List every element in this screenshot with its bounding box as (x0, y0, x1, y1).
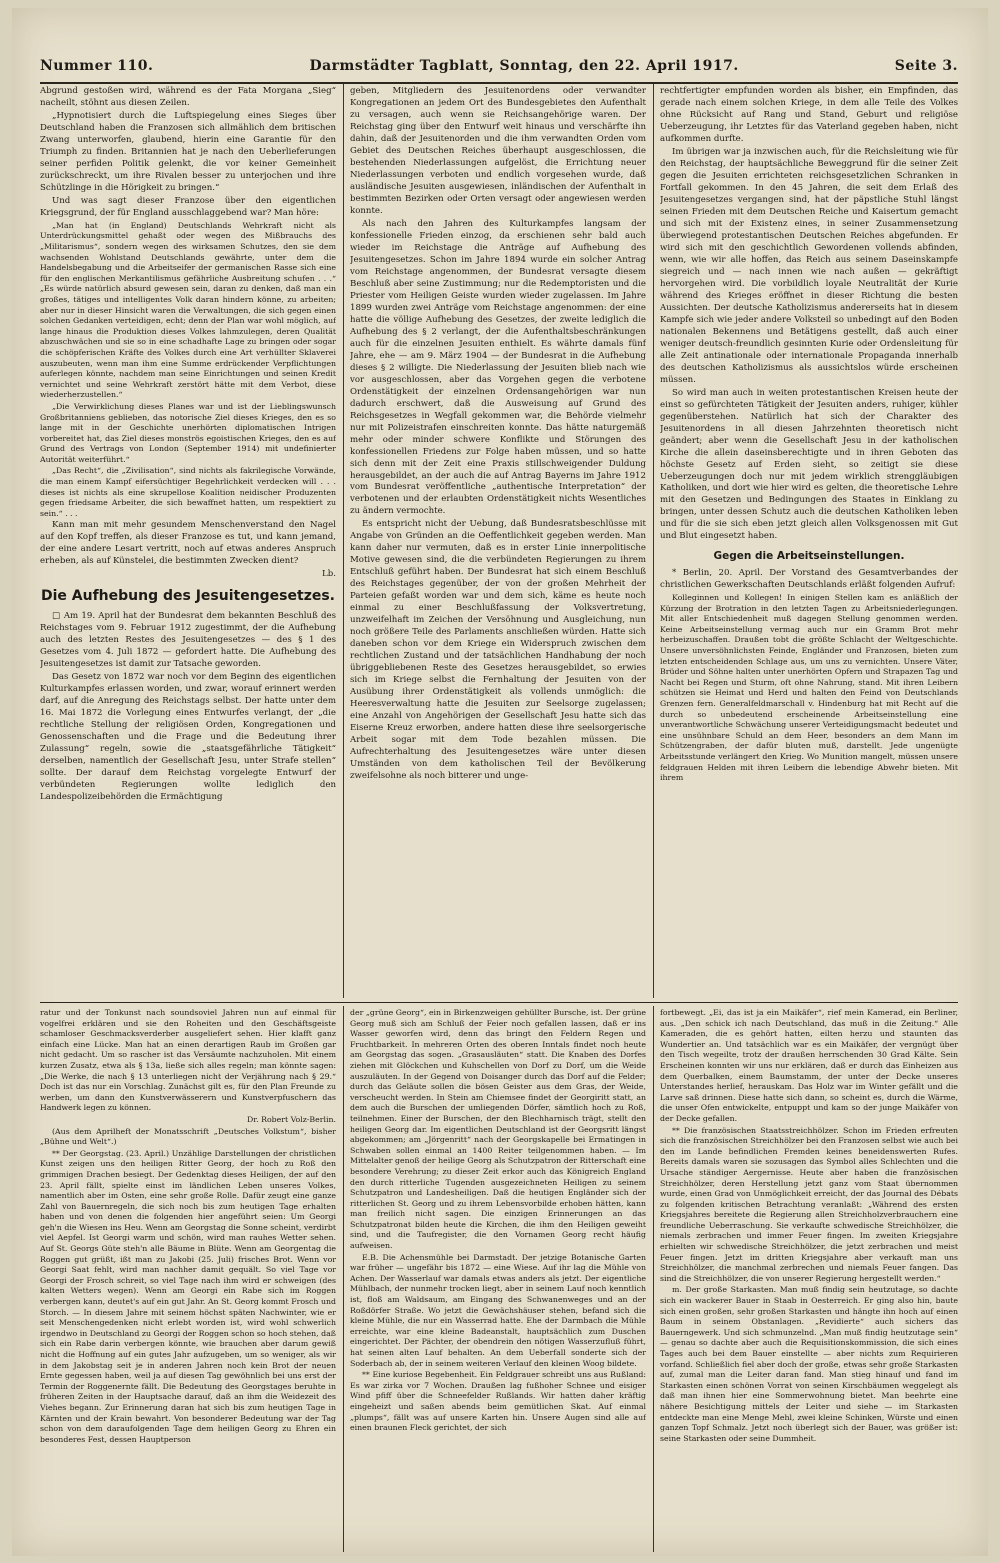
article-headline: Gegen die Arbeitseinstellungen. (713, 550, 905, 563)
paragraph: Das Gesetz von 1872 war noch vor dem Beginn des eigentlichen Kulturkampfes erlassen worden, und zwar, worauf erinnert werden darf, auf die Anregung des Reichstags selbst. Der hatte unter dem 16. Mai 1872 die Vorlegung eines Entwurfes verlangt, der „die rechtliche Stellung der religiösen Orden, Kongregationen und Genossenschaften und die Frage und die Bedeutung ihrer Zulassung“ regeln, sowie die „staatsgefährliche Tätigkeit“ derselben, namentlich der Gesellschaft Jesu, unter Strafe stellen“ sollte. Der darauf dem Reichstag vorgelegte Entwurf der verbündeten Regierungen wollte lediglich den Landespolizeibehörden die Ermächtigung (40, 671, 336, 802)
newspaper-title-date: Darmstädter Tagblatt, Sonntag, den 22. April 1917. (309, 58, 739, 74)
column-1 (40, 86, 336, 998)
section-divider (40, 1002, 958, 1003)
paragraph: Es entspricht nicht der Uebung, daß Bundesratsbeschlüsse mit Angabe von Gründen an die Oeffentlichkeit gegeben werden. Man kann daher nur vermuten, daß es in erster Linie innerpolitische Motive gewesen sind, die die verbündeten Regierungen zu ihrem Entschluß geführt haben. Der Bundesrat hat sich einem Beschluß des Reichstages gegenüber, der von der großen Mehrheit der Parteien gefaßt worden war und dem sich, käme es heute noch einmal zu einer Beschlußfassung der Volksvertretung, unzweifelhaft im Zeichen der Versöhnung und Ausgleichung, nun noch größere Teile des Parlaments anschließen würden. Hatte sich daneben schon vor dem Kriege ein Widerspruch zwischen dem rechtlichen Zustand und der tatsächlichen Handhabung der noch übriggebliebenen Reste des Gesetzes herausgebildet, so erwies sich im Kriege selbst die Fernhaltung der Jesuiten von der Ausübung ihrer Ordenstätigkeit als vollends unmöglich: die Heeresverwaltung hatte die Jesuiten zur Seelsorge zugelassen; eine Anzahl von Angehörigen der Gesellschaft Jesu hatte sich das Eiserne Kreuz erworben, andere hatten diese ihre seelsorgerische Arbeit sogar mit dem Tode bezahlen müssen. Die Aufrechterhaltung des Jesuitengesetzes wäre unter diesen Umständen von dem katholischen Teil der Bevölkerung zweifelsohne als noch bitterer und unge- (350, 519, 646, 782)
article-continuation: Abgrund gestoßen wird, während es der Fata Morgana „Sieg“ nacheilt, stöhnt aus diesen Zeilen. (40, 86, 336, 108)
bottom-column-2 (350, 1008, 646, 1550)
column-2 (350, 86, 646, 998)
bottom-column-1 (40, 1008, 336, 1550)
column-divider (653, 1006, 654, 1552)
author-signature: Dr. Robert Volz-Berlin. (247, 1114, 336, 1124)
column-divider (343, 84, 344, 998)
paragraph: „Hypnotisiert durch die Luftspiegelung eines Sieges über Deutschland haben die Franzosen sich allmählich dem britischen Zwang unterworfen, glaubend, hierin eine Garantie für den Triumph zu finden. Britannien hat je nach den Ueberlieferungen seiner perfiden Politik gelenkt, die vor keiner Gemeinheit zurückschreckt, um ihre Rivalen besser zu unterjochen und ihre Schützlinge in die Hörigkeit zu bringen.“ (40, 110, 336, 193)
quotation: „Das Recht“, die „Zivilisation“, sind nichts als fakrilegische Vorwände, die man einem Kampf eifersüchtiger Begehrlichkeit verdecken will . . . dieses ist nichts als eine skrupellose Koalition neidischer Produzenten gegen friedsame Arbeiter, die sich bewaffnet hatten, um respektiert zu sein.“ . . . (40, 466, 336, 518)
news-item: m. Der große Starkasten. Man muß findig sein heutzutage, so dachte sich ein wackerer Bauer in Staab in Oesterreich. Er ging also hin, baute sich einen großen, sehr großen Starkasten und hängte ihn hoch auf einen Baum in seinem Obstanlagen. „Revidierte“ auch sichers das Bauerngewerk. Und sich schmunzelnd. „Man muß findig heutzutage sein“ — genau so dachte aber auch die Requisitionskommission, die sich eines Tages auch bei dem Bauer einstellte — aber nichts zum Requirieren vorfand. Schließlich fiel aber doch der große, etwas sehr große Starkasten auf, zumal man die Leiter daran fand. Man stieg hinauf und fand im Starkasten einen schönen Vorrat von seinen Kirschbäumen weggelegt als daß man ihnen hier eine Sommerwohnung bietet. Man beehrte eine nähere Besichtigung mittels der Leiter und siehe — im Starkasten entdeckte man eine Menge Mehl, zwei kleine Schinken, Würste und einen ganzen Topf Schmalz. Jetzt noch überlegt sich der Bauer, was größer ist: seine Starkasten oder seine Dummheit. (660, 1285, 958, 1443)
article-continuation: geben, Mitgliedern des Jesuitenordens oder verwandter Kongregationen an jedem Ort des Bundesgebietes den Aufenthalt zu versagen, auch wenn sie Reichsangehörige waren. Der Reichstag ging über den Entwurf weit hinaus und verschärfte ihn dahin, daß der Jesuitenorden und die ihm verwandten Orden vom Gebiet des Deutschen Reiches überhaupt ausgeschlossen, die bestehenden Niederlassungen aufgelöst, die Errichtung neuer Niederlassungen verboten und endlich vorgesehen wurde, daß ausländische Jesuiten ausgewiesen, inländischen der Aufenthalt in bestimmten Bezirken oder Orten versagt oder angewiesen werden konnte. (350, 86, 646, 216)
author-signature: Lb. (322, 569, 336, 580)
article-continuation: rechtfertigter empfunden worden als bisher, ein Empfinden, das gerade nach einem solchen Kriege, in dem alle Teile des Volkes ohne Rücksicht auf Rang und Stand, Geburt und religiöse Ueberzeugung, ihr Letztes für das Vaterland gegeben haben, nicht aufkommen durfte. (660, 86, 958, 144)
news-item: E.B. Die Achensmühle bei Darmstadt. Der jetzige Botanische Garten war früher — ungefähr bis 1872 — eine Wiese. Auf ihr lag die Mühle von Achen. Der Wasserlauf war damals etwas anders als jetzt. Der eigentliche Mühlbach, der nunmehr trocken liegt, aber in seinem Lauf noch kenntlich ist, floß am Waldsaum, am Eingang des Schwanenweges und an der Roßdörfer Straße. Wo jetzt die Gewächshäuser stehen, befand sich die kleine Mühle, die nur ein Wasserrad hatte. Ehe der Darmbach die Mühle erreichte, war eine kleine Badeanstalt, hauptsächlich zum Duschen eingerichtet. Der Pächter, der obendrein den nötigen Wasserzufluß führt, hat seinen alten Lauf behalten. An dem Ueberfall sonderte sich der Soderbach ab, der in seinem weiteren Verlauf den kleinen Woog bildete. (350, 1252, 646, 1368)
page-number: Seite 3. (894, 58, 958, 74)
article-continuation: ratur und der Tonkunst nach soundsoviel Jahren nun auf einmal für vogelfrei erklären und sie den Roheiten und den Geschäftsgeiste schamloser Geschmacksverderber ausgeliefert sehen. Hier klafft ganz einfach eine Lücke. Man hat an einen derartigen Raub im Großen gar nicht gedacht. Um so rascher ist das Versäumte nachzuholen. Mit einem kurzen Zusatz, etwa als § 13a, ließe sich alles regeln; man könnte sagen: „Die Werke, die nach § 13 unterliegen nicht der Verjährung nach § 29.“ Doch ist das nur ein Vorschlag. Zunächst gilt es, für den Plan Freunde zu werben, um dann den Kunstverwässerern und Kunstverpfuschern das Handwerk legen zu können. (40, 1008, 336, 1113)
column-divider (653, 84, 654, 998)
paragraph: So wird man auch in weiten protestantischen Kreisen heute der einst so gefürchteten Tätigkeit der Jesuiten anders, ruhiger, kühler gegenüberstehen. Natürlich hat sich der Charakter des Jesuitenordens in all diesen Jahrzehnten theoretisch nicht geändert; aber wenn die Gesellschaft Jesu in der katholischen Kirche die allein daseinsberechtigte und in ihren Geboten das höchste Gesetz auf Erden sieht, so zeitigt sie diese Ueberzeugungen doch nur mit jedem wirklich strenggläubigen Katholiken, und dort wie hier wird es gelten, die theoretische Lehre mit den Gesetzen und Bedingungen des Staates in Einklang zu bringen, unter dessen Schutz auch die deutschen Katholiken leben und für die sie sich eben jetzt gleich allen Volksgenossen mit Gut und Blut eingesetzt haben. (660, 387, 958, 542)
column-divider (343, 1006, 344, 1552)
quotation: Kolleginnen und Kollegen! In einigen Stellen kam es anläßlich der Kürzung der Brotration in den letzten Tagen zu Arbeitsniederlegungen. Mit aller Entschiedenheit muß dagegen Stellung genommen werden. Keine Arbeitseinstellung vermag auch nur ein Gramm Brot mehr herbeizuschaffen. Draußen tobt die größte Schlacht der Weltgeschichte. Unsere unversöhnlichsten Feinde, Engländer und Franzosen, bieten zum letzten entscheidenden Schlage aus, um uns zu vernichten. Unsere Väter, Brüder und Söhne halten unter unerhörten Opfern und Strapazen Tag und Nacht bei Regen und Sturm, oft ohne Nahrung, stand. Mit ihren Leibern schützen sie Heimat und Herd und halten den Feind von Deutschlands Grenzen fern. Generalfeldmarschall v. Hindenburg hat mit Recht auf die durch so unbedeutend erscheinende Arbeitseinstellung eine unverantwortliche Schwächung unserer Verteidigungsmacht bedeutet und eine unsühnbare Schuld an dem Heer, besonders an dem Mann im Schützengraben, der dafür bluten muß, darstellt. Jede ungenügte Arbeitsstunde verlängert den Krieg. Wo Munition mangelt, müssen unsere feldgrauen Helden mit ihren Leibern die lebendige Abwehr bieten. Mit ihrem (660, 593, 958, 783)
paragraph: Als nach den Jahren des Kulturkampfes langsam der konfessionelle Frieden einzog, da erschienen sehr bald auch wieder im Reichstage die Anträge auf Aufhebung des Jesuitengesetzes. Schon im Jahre 1894 wurde ein solcher Antrag vom Reichstage angenommen, der Bundesrat versagte diesem Beschluß aber seine Zustimmung; nur die Redemptoristen und die Priester vom Heiligen Geiste wurden wieder zugelassen. Im Jahre 1899 wurden zwei Anträge vom Reichstage angenommen: der eine hatte die völlige Aufhebung des Gesetzes, der zweite lediglich die Aufhebung des § 2 verlangt, der die Aufenthaltsbeschränkungen auch für die einzelnen Jesuiten enthielt. Es währte damals fünf Jahre, ehe — am 9. März 1904 — der Bundesrat in die Aufhebung dieses § 2 willigte. Die Niederlassung der Jesuiten blieb nach wie vor ausgeschlossen, aber das Vorgehen gegen die verbotene Ordenstätigkeit der einzelnen Ordensangehörigen war nun dadurch erschwert, daß die Ausweisung auf Grund des Reichsgesetzes in Wegfall gekommen war, die Behörde vielmehr nur mit Polizeistrafen einschreiten konnte. Das hätte naturgemäß mehr oder minder schwere Konflikte und Störungen des konfessionellen Friedens zur Folge haben müssen, und so hatte sich denn mit der Zeit eine Praxis stillschweigender Duldung herausgebildet, an der auch die auf Antrag Bayerns im Jahre 1912 vom Bundesrat veröffentliche „authentische Interpretation“ der verbotenen und der erlaubten Ordenstätigkeit nichts Wesentliches zu ändern vermochte. (350, 218, 646, 517)
article-continuation: fortbewegt. „Ei, das ist ja ein Maikäfer“, rief mein Kamerad, ein Berliner, aus. „Den schick ich nach Deutschland, das muß in die Zeitung.“ Alle Kameraden, die es gehört hatten, eilten herzu und staunten das Wundertier an. Und tatsächlich war es ein Maikäfer, der vergnügt über den Tisch wegeilte, trotz der draußen herrschenden 30 Grad Kälte. Sein Erscheinen konnten wir uns nur erklären, daß er durch das Einheizen aus dem Querbalken, einem Baumstamm, der unter der Decke unseres Unterstandes herlief, herauskam. Das Holz war im Winter gefällt und die Larve saß drinnen. Diese hatte sich dann, so scheint es, durch die Wärme, die unser Ofen entwickelte, entpuppt und kam so der junge Maikäfer von der Decke gefallen. (660, 1008, 958, 1123)
quotation: „Die Verwirklichung dieses Planes war und ist der Lieblingswunsch Großbritanniens geblieben, das notorische Ziel dieses Krieges, den es so lange mit in der Geschichte unerhörten diplomatischen Intrigen vorbereitet hat, das Ziel dieses monströs egoistischen Krieges, den es auf Grund des Vertrags von London (September 1914) mit undefinierter Autorität weiterführt.“ (40, 401, 336, 464)
paragraph: Und was sagt dieser Franzose über den eigentlichen Kriegsgrund, der für England ausschlaggebend war? Man höre: (40, 195, 336, 218)
article-headline: Die Aufhebung des Jesuitengesetzes. (40, 588, 335, 605)
newspaper-page (12, 8, 988, 1556)
news-item: ** Der Georgstag. (23. April.) Unzählige Darstellungen der christlichen Kunst zeigen uns den heiligen Ritter Georg, der hoch zu Roß den grimmigen Drachen besiegt. Der Gedenktag dieses Heiligen, der auf den 23. April fällt, spielte einst im ländlichen Leben unseres Volkes, namentlich aber im Osten, eine sehr große Rolle. Dafür zeugt eine ganze Zahl von Bauernregeln, die sich noch bis zum heutigen Tage erhalten haben und von denen die folgenden hier angeführt seien: Um Georgi geh'n die Wiesen ins Heu. Wenn am Georgstag die Sonne scheint, verdirbt viel Aepfel. Ist Georgi warm und schön, wird man rauhes Wetter sehen. Auf St. Georgs Güte steh'n alle Bäume in Blüte. Wenn am Georgentag die Roggen gut grüßt, ißt man zu Jakobi (25. Juli) frisches Brot. Wenn vor Georgi Saat fehlt, wird man nachher damit gequält. So viel Tage vor Georgi der Frosch schreit, so viel Tage nach ihm wird er schweigen (des kalten Wetters wegen). Wenn am Georgi ein Rabe sich im Roggen verbergen kann, deutet's auf ein gut Jahr. An St. Georg kommt Frosch und Storch. — In diesem Jahre mit seinem höchst späten Nachwinter, wie er seit Menschengedenken nicht erlebt worden ist, wird wohl schwerlich irgendwo in Deutschland zu Georgi der Roggen schon so hoch stehen, daß sich ein Rabe darin verbergen könnte, wie brauchen aber darum gewiß nicht die Hoffnung auf ein gutes Jahr aufzugeben, um so weniger, als wir in dem Jakobstag seit je in anderen Jahren noch kein Brot der neuen Ernte gegessen haben, weil ja auf diesen Tag gewöhnlich bei uns erst der Termin der Roggenernte fällt. Die Bedeutung des Georgstages beruhte in früheren Zeiten in der Hauptsache darauf, daß an ihm die Weidezeit des Viehes begann. Zur Erinnerung daran hat sich bis zum heutigen Tage in Kärnten und der Krain bewahrt. Von besonderer Bedeutung war der Tag schon von dem daraufolgenden Tage dem heiligen Georg zu Ehren ein besonderes Fest, dessen Hauptperson (40, 1148, 336, 1444)
paragraph: * Berlin, 20. April. Der Vorstand des Gesamtverbandes der christlichen Gewerkschaften Deutschlands erläßt folgenden Aufruf: (660, 568, 958, 591)
paragraph: □ Am 19. April hat der Bundesrat dem bekannten Beschluß des Reichstages vom 9. Februar 1912 zugestimmt, der die Aufhebung auch des letzten Restes des Jesuitengesetzes — des § 1 des Gesetzes vom 4. Juli 1872 — gefordert hatte. Die Aufhebung des Jesuitengesetzes ist damit zur Tatsache geworden. (40, 610, 336, 669)
article-continuation: der „grüne Georg“, ein in Birkenzweigen gehüllter Bursche, ist. Der grüne Georg muß sich am Schluß der Feier noch gefallen lassen, daß er ins Wasser geworfen wird, denn das bringt den Feldern Regen und Fruchtbarkeit. In mehreren Orten des oberen Inntals findet noch heute am Georgstag das sogen. „Grasausläuten“ statt. Die Knaben des Dorfes ziehen mit Glöckchen und Kuhschellen von Dorf zu Dorf, um die Weide auszuläuten. In der Gegend von Doisanger durch das Dorf auf die Felder; durch das Geläute sollen die bösen Geister aus dem Gras, der Weide, verscheucht werden. In Stein am Chiemsee findet der Georgiritt statt, an dem auch die Burschen der umliegenden Dörfer, sämtlich hoch zu Roß, teilnehmen. Einer der Burschen, der den Blechharnisch trägt, stellt den heiligen Georg dar. Im eigentlichen Deutschland ist der Georgsritt längst abgekommen; am „Jörgenritt“ nach der Georgskapelle bei Ermatingen in Schwaben sollen einmal an 1400 Reiter teilgenommen haben. — Im Mittelalter genoß der heilige Georg als Schutzpatron der Ritterschaft eine besondere Verehrung; zu dieser Zeit erkor auch das Königreich England den durch ritterliche Tugenden ausgezeichneten Heiligen zu seinem Schutzpatron und Landesheiligen. Daß die heutigen Engländer sich der ritterlichen St. Georg und zu ihrem Lebensvorbilde erhoben hätten, kann man freilich nicht sagen. Die einzigen Erinnerungen an das Schutzpatronat bilden heute die Kirchen, die ihm den Heiligen geweiht sind, und die Taufregister, die den Vornamen Georg recht häufig aufweisen. (350, 1008, 646, 1251)
masthead (40, 58, 958, 80)
paragraph: Im übrigen war ja inzwischen auch, für die Reichsleitung wie für den Reichstag, der hauptsächliche Beweggrund für die seiner Zeit gegen die Jesuiten errichteten reichsgesetzlichen Schranken in Fortfall gekommen. In den 45 Jahren, die seit dem Erlaß des Jesuitengesetzes vergangen sind, hat der päpstliche Stuhl längst seinen Frieden mit dem Deutschen Reiche und Kaisertum gemacht und sich mit der Existenz eines, in seiner Zusammensetzung überwiegend protestantischen Deutschen Reiches abgefunden. Er wird sich mit den geschichtlich Gewordenen vollends abfinden, wenn, wie wir alle hoffen, das Reich aus seinem Daseinskampfe siegreich und — nach innen wie nach außen — gekräftigt hervorgehen wird. Die vorbildlich loyale Neutralität der Kurie während des Krieges eröffnet in dieser Richtung die besten Aussichten. Der deutsche Katholizismus andererseits hat in diesem Kampfe sich wie jeder andere Volksteil so unbedingt auf den Boden nationalen Bekennens und Betätigens gestellt, daß auch einer weniger deutsch-freundlich gesinnten Kurie oder Ordensleitung für alle Zeit antinationale oder internationale Propaganda innerhalb des deutschen Katholizismus als aussichtslos würde erscheinen müssen. (660, 146, 958, 385)
masthead-rule (40, 82, 958, 84)
source-note: (Aus dem Aprilheft der Monatsschrift „Deutsches Volkstum“, bisher „Bühne und Welt“.) (40, 1126, 336, 1147)
paragraph: Kann man mit mehr gesundem Menschenverstand den Nagel auf den Kopf treffen, als dieser Franzose es tut, und kann jemand, der eine andere Lesart vertritt, noch auf etwas anderes Anspruch erheben, als auf Künstelei, die bestimmten Zwecken dient? (40, 520, 336, 567)
bottom-column-3 (660, 1008, 958, 1550)
news-item: ** Die französischen Staatsstreichhölzer. Schon im Frieden erfreuten sich die französischen Streichhölzer bei den Franzosen selbst wie auch bei den im Lande befindlichen Fremden keines beneidenswerten Rufes. Bereits damals waren sie sozusagen das Symbol alles Schlechten und die Ursache ständiger Aergernisse. Heute aber haben die französischen Streichhölzer, deren Herstellung jetzt ganz vom Staat übernommen wurde, einen Grad von Unmöglichkeit erreicht, der das Journal des Débats zu folgenden kritischen Betrachtung veranlaßt: „Während des ersten Kriegsjahres bereitete die Regierung allen Streichholzverbrauchern eine freundliche Ueberraschung. Sie verkaufte schwedische Streichhölzer, die niemals zerbrachen und immer Feuer fingen. Im zweiten Kriegsjahre erhielten wir schwedische Streichhölzer, die jetzt zerbrachen und meist Feuer fingen. Jetzt im dritten Kriegsjahre aber verkauft man uns Streichhölzer, die manchmal zerbrechen und niemals Feuer fangen. Das sind die Streichhölzer, die von unserer Regierung hergestellt werden.“ (660, 1125, 958, 1283)
news-item: ** Eine kuriose Begebenheit. Ein Feldgrauer schreibt uns aus Rußland: Es war zirka vor 7 Wochen. Draußen lag fußhoher Schnee und eisiger Wind pfiff über die Schneefelder Rußlands. Wir hatten daher kräftig eingeheizt und saßen abends beim gemütlichen Skat. Auf einmal „plumps“, fällt was auf unsere Karten hin. Unsere Augen sind alle auf einen braunen Fleck gerichtet, der sich (350, 1370, 646, 1433)
quotation: „Man hat (in England) Deutschlands Wehrkraft nicht als Unterdrückungsmittel gehaßt oder wegen des Mißbrauchs des „Militarismus“, sondern wegen des wirksamen Schutzes, den sie dem wachsenden Wohlstand Deutschlands gewährte, unter dem die Handelsbegabung und die Arbeitseifer der germanischen Rasse sich eine für den englischen Merkantilismus gefährliche Ausbreitung schufen . . .“ „Es würde natürlich absurd gewesen sein, daran zu denken, daß man ein großes, tätiges und intelligentes Volk daran hindern könne, zu arbeiten; aber nur in dieser Hinsicht waren die Verwaltungen, die sich gegen einen solchen Gedanken verteidigen, echt; denn der Plan war wohl möglich, auf lange hinaus die Produktion dieses Volkes lahmzulegen, deren Qualität abzuschwächen und sie so in eine schadhafte Lage zu bringen oder sogar die schöpferischen Kräfte des Volkes durch eine Art verhüllter Sklaverei auszubeuten, wenn man ihm eine Summe erdrückender Verpflichtungen auferlegen könnte, nachdem man seine Einrichtungen und seinen Kredit vernichtet und seine Wehrkraft zerstört hätte mit dem Verbot, diese wiederherzustellen.“ (40, 220, 336, 400)
column-3 (660, 86, 958, 998)
issue-number: Nummer 110. (40, 58, 154, 74)
